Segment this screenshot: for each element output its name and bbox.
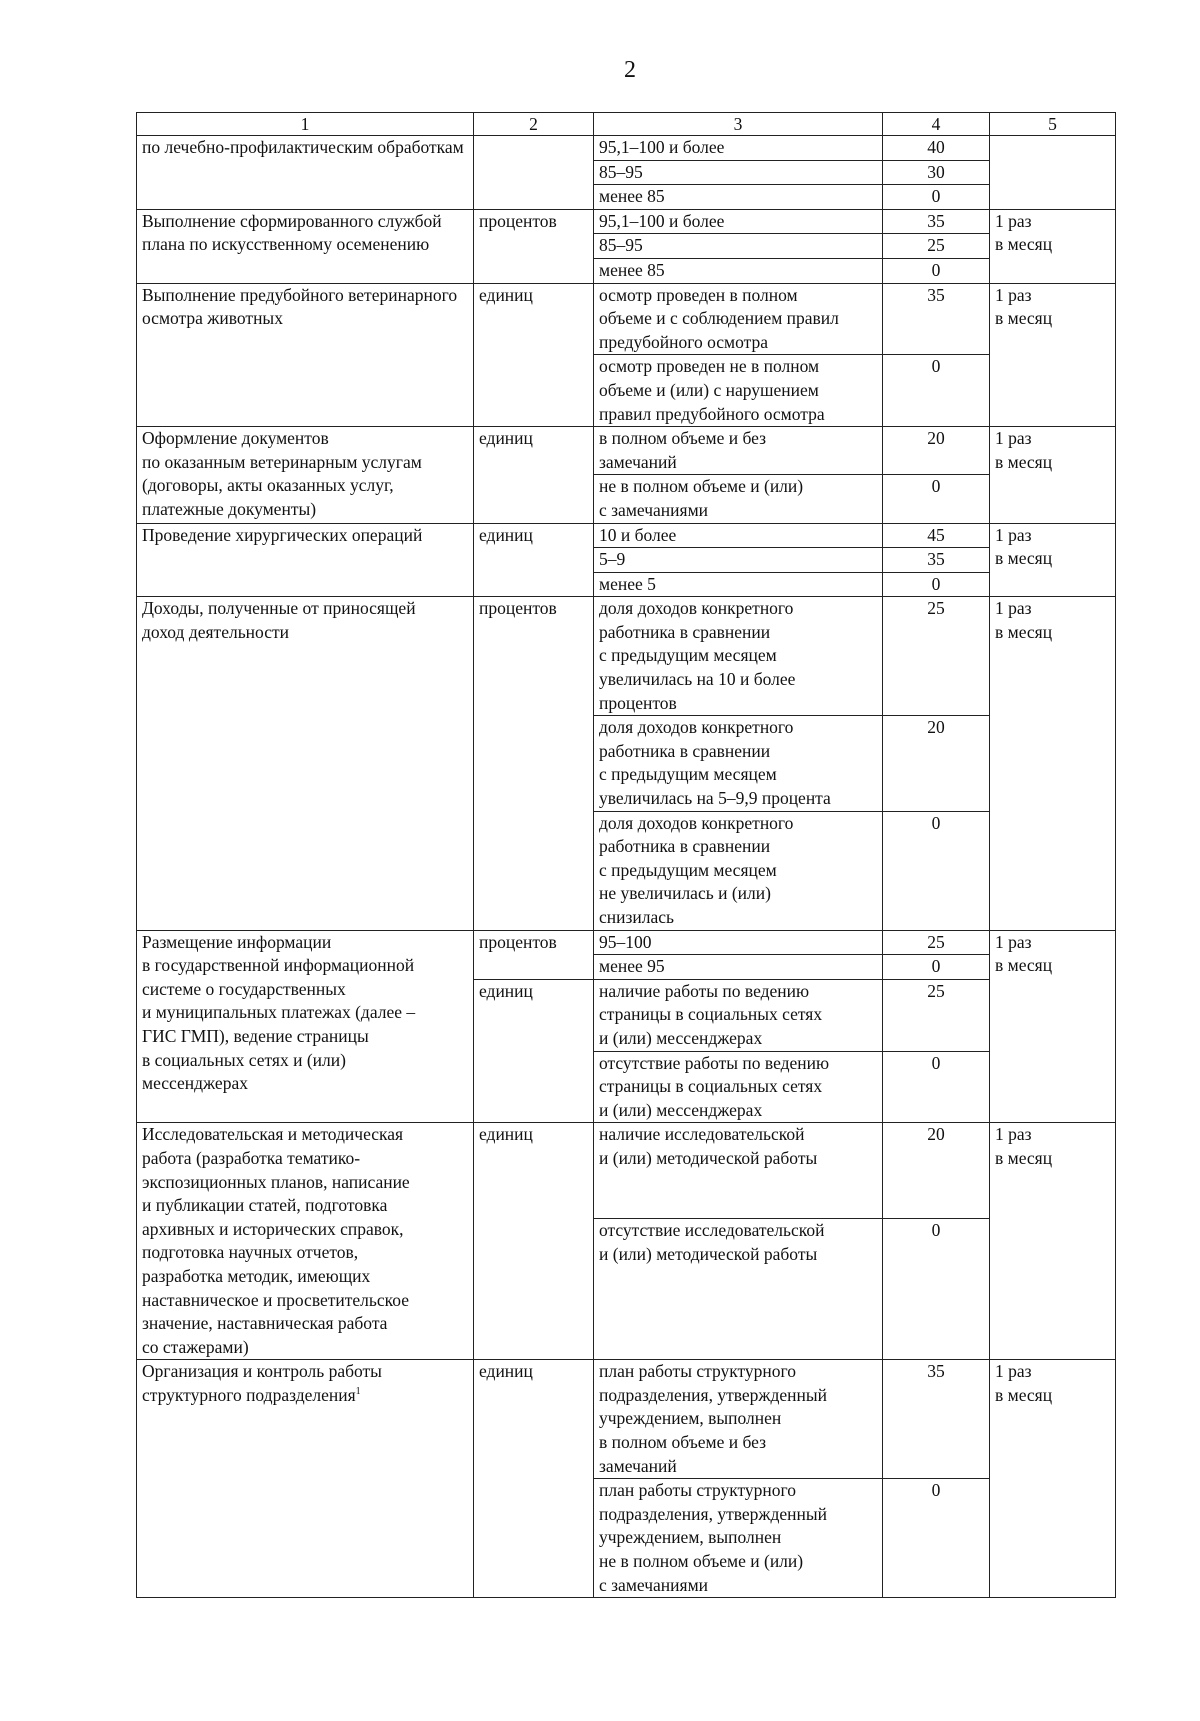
score-cell: 40 <box>883 136 990 161</box>
score-cell: 35 <box>883 1360 990 1479</box>
condition-cell: 85–95 <box>594 160 883 185</box>
frequency-cell: 1 раз в месяц <box>990 930 1116 1123</box>
column-header: 3 <box>594 113 883 136</box>
condition-cell: менее 85 <box>594 185 883 210</box>
table-row <box>137 597 1116 716</box>
table-row <box>137 283 1116 355</box>
condition-cell: 95,1–100 и более <box>594 209 883 234</box>
condition-cell: наличие работы по ведению страницы в социальных сетях и (или) мессенджерах <box>594 979 883 1051</box>
header-row <box>137 113 1116 136</box>
condition-cell: план работы структурного подразделения, утвержденный учреждением, выполнен не в полном объеме и (или) с замечаниями <box>594 1479 883 1598</box>
criteria-table <box>136 112 1116 1598</box>
unit-cell: единиц <box>474 283 594 427</box>
score-cell: 25 <box>883 930 990 955</box>
condition-cell: 5–9 <box>594 548 883 573</box>
condition-cell: менее 5 <box>594 572 883 597</box>
unit-cell: процентов <box>474 209 594 283</box>
condition-cell: отсутствие работы по ведению страницы в социальных сетях и (или) мессенджерах <box>594 1051 883 1123</box>
score-cell: 35 <box>883 209 990 234</box>
criterion-cell: Проведение хирургических операций <box>137 523 474 597</box>
frequency-cell: 1 раз в месяц <box>990 1360 1116 1598</box>
unit-cell: единиц <box>474 427 594 523</box>
score-cell: 45 <box>883 523 990 548</box>
table-row <box>137 930 1116 955</box>
frequency-cell: 1 раз в месяц <box>990 597 1116 930</box>
condition-cell: 10 и более <box>594 523 883 548</box>
column-header: 5 <box>990 113 1116 136</box>
score-cell: 20 <box>883 716 990 811</box>
unit-cell: единиц <box>474 523 594 597</box>
condition-cell: отсутствие исследовательской и (или) методической работы <box>594 1219 883 1360</box>
table-row <box>137 1123 1116 1219</box>
criterion-cell: Оформление документов по оказанным ветеринарным услугам (договоры, акты оказанных услуг, платежные документы) <box>137 427 474 523</box>
frequency-cell: 1 раз в месяц <box>990 283 1116 427</box>
table-row <box>137 209 1116 234</box>
score-cell: 0 <box>883 1051 990 1123</box>
frequency-cell: 1 раз в месяц <box>990 209 1116 283</box>
unit-cell: единиц <box>474 979 594 1123</box>
score-cell: 0 <box>883 1479 990 1598</box>
footnote-marker: 1 <box>355 1386 361 1398</box>
score-cell: 0 <box>883 572 990 597</box>
condition-cell: 95,1–100 и более <box>594 136 883 161</box>
table-row <box>137 136 1116 161</box>
condition-cell: осмотр проведен в полном объеме и с соблюдением правил предубойного осмотра <box>594 283 883 355</box>
frequency-cell <box>990 136 1116 210</box>
criterion-cell <box>137 1360 474 1598</box>
criterion-cell: по лечебно-профилактическим обработкам <box>137 136 474 210</box>
condition-cell: доля доходов конкретного работника в сравнении с предыдущим месяцем увеличилась на 10 и более процентов <box>594 597 883 716</box>
table-row <box>137 523 1116 548</box>
page-number: 2 <box>624 57 636 83</box>
criterion-text: Организация и контроль работы структурного подразделения <box>142 1361 382 1405</box>
column-header: 4 <box>883 113 990 136</box>
condition-cell: план работы структурного подразделения, утвержденный учреждением, выполнен в полном объеме и без замечаний <box>594 1360 883 1479</box>
condition-cell: доля доходов конкретного работника в сравнении с предыдущим месяцем увеличилась на 5–9,9 процента <box>594 716 883 811</box>
criterion-cell: Доходы, полученные от приносящей доход деятельности <box>137 597 474 930</box>
score-cell: 0 <box>883 185 990 210</box>
score-cell: 0 <box>883 1219 990 1360</box>
score-cell: 0 <box>883 811 990 930</box>
score-cell: 20 <box>883 427 990 475</box>
score-cell: 25 <box>883 979 990 1051</box>
unit-cell: единиц <box>474 1360 594 1598</box>
unit-cell: единиц <box>474 1123 594 1360</box>
frequency-cell: 1 раз в месяц <box>990 427 1116 523</box>
condition-cell: доля доходов конкретного работника в сравнении с предыдущим месяцем не увеличилась и (или) снизилась <box>594 811 883 930</box>
score-cell: 0 <box>883 258 990 283</box>
score-cell: 25 <box>883 234 990 259</box>
criterion-cell: Выполнение сформированного службой плана по искусственному осеменению <box>137 209 474 283</box>
unit-cell: процентов <box>474 597 594 930</box>
score-cell: 0 <box>883 955 990 980</box>
score-cell: 0 <box>883 475 990 523</box>
column-header: 2 <box>474 113 594 136</box>
condition-cell: менее 95 <box>594 955 883 980</box>
criterion-cell: Размещение информации в государственной информационной системе о государственных и муниципальных платежах (далее – ГИС ГМП), ведение страницы в социальных сетях и (или) мессенджерах <box>137 930 474 1123</box>
frequency-cell: 1 раз в месяц <box>990 523 1116 597</box>
condition-cell: 95–100 <box>594 930 883 955</box>
column-header: 1 <box>137 113 474 136</box>
score-cell: 25 <box>883 597 990 716</box>
criterion-cell: Выполнение предубойного ветеринарного осмотра животных <box>137 283 474 427</box>
table-row <box>137 427 1116 475</box>
criterion-cell: Исследовательская и методическая работа (разработка тематико- экспозиционных планов, написание и публикации статей, подготовка архивных и исторических справок, подготовка научных отчетов, разработка методик, имеющих наставническое и просветительское значение, наставническая работа со стажерами) <box>137 1123 474 1360</box>
condition-cell: в полном объеме и без замечаний <box>594 427 883 475</box>
condition-cell: не в полном объеме и (или) с замечаниями <box>594 475 883 523</box>
condition-cell: менее 85 <box>594 258 883 283</box>
unit-cell <box>474 136 594 210</box>
score-cell: 0 <box>883 355 990 427</box>
condition-cell: наличие исследовательской и (или) методической работы <box>594 1123 883 1219</box>
unit-cell: процентов <box>474 930 594 979</box>
frequency-cell: 1 раз в месяц <box>990 1123 1116 1360</box>
condition-cell: 85–95 <box>594 234 883 259</box>
score-cell: 35 <box>883 283 990 355</box>
score-cell: 35 <box>883 548 990 573</box>
score-cell: 30 <box>883 160 990 185</box>
table-row <box>137 1360 1116 1479</box>
score-cell: 20 <box>883 1123 990 1219</box>
condition-cell: осмотр проведен не в полном объеме и (или) с нарушением правил предубойного осмотра <box>594 355 883 427</box>
